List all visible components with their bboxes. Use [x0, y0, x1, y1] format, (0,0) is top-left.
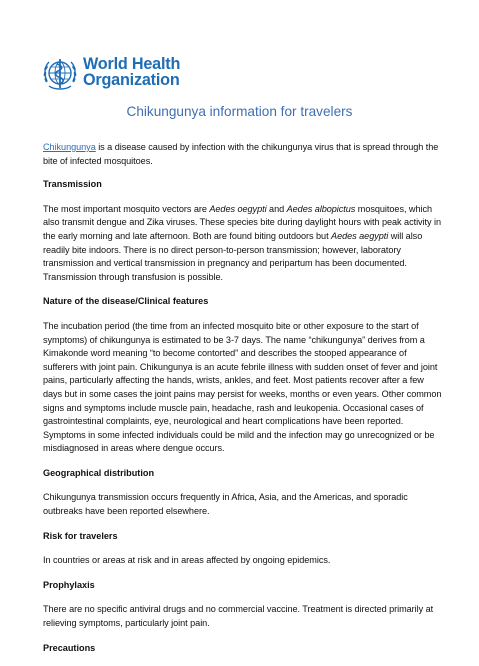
- prophylaxis-paragraph: There are no specific antiviral drugs and no commercial vaccine. Treatment is directed primarily at relieving symptoms, particularly joint pain.: [43, 604, 434, 629]
- document-body: [43, 141, 443, 666]
- page-title: Chikungunya information for travelers: [126, 104, 353, 119]
- species-name: Aedes aegypti: [331, 230, 389, 241]
- species-name: Aedes oegypti: [209, 203, 267, 214]
- intro-paragraph: [43, 141, 443, 168]
- heading-nature-of-disease: Nature of the disease/Clinical features: [43, 296, 209, 307]
- heading-geographical-distribution: Geographical distribution: [43, 467, 155, 478]
- transmission-paragraph: The most important mosquito vectors are Aedes oegypti and Aedes albopictus mosquitoes, which also transmit dengue and Zika viruses. These species bite during daylight hours with peak activity in the early morning and late afternoon. Both are found biting outdoors but Aedes aegypti will also readily bite indoors. There is no direct person-to-person transmission; however, laboratory transmission and vertical transmission in pregnancy and peripartum has been documented. Transmission through transfusion is possible.: [43, 203, 442, 282]
- intro-text: is a disease caused by infection with the chikungunya virus that is spread through the bite of infected mosquitoes.: [43, 142, 439, 166]
- heading-prophylaxis: Prophylaxis: [43, 579, 95, 590]
- heading-risk-for-travelers: Risk for travelers: [43, 530, 118, 541]
- heading-transmission: Transmission: [43, 179, 102, 190]
- chikungunya-link[interactable]: Chikungunya: [43, 142, 96, 152]
- who-logo: [41, 54, 211, 94]
- who-emblem-icon: [41, 54, 79, 94]
- risk-paragraph: In countries or areas at risk and in areas affected by ongoing epidemics.: [43, 555, 331, 566]
- heading-precautions: Precautions: [43, 642, 96, 653]
- species-name: Aedes albopictus: [286, 203, 356, 214]
- geo-paragraph: Chikungunya transmission occurs frequently in Africa, Asia, and the Americas, and sporadic outbreaks have been reported elsewhere.: [43, 492, 408, 517]
- nature-paragraph: The incubation period (the time from an infected mosquito bite or other exposure to the start of symptoms) of chikungunya is estimated to be 3-7 days. The name “chikungunya” derives from a Kimakonde word meaning “to become contorted” and describes the stooped appearance of sufferers with joint pain. Chikungunya is an acute febrile illness with sudden onset of fever and joint pains, particularly affecting the hands, wrists, ankles, and feet. Most patients recover after a few days but in some cases the joint pains may persist for weeks, months or even years. Other common signs and symptoms include muscle pain, headache, rash and leukopenia. Occasional cases of gastrointestinal complaints, eye, neurological and heart complications have been reported. Symptoms in some infected individuals could be mild and the infection may go unrecognized or be misdiagnosed in areas where dengue occurs.: [43, 320, 442, 454]
- organization-name: World Health Organization: [83, 55, 181, 89]
